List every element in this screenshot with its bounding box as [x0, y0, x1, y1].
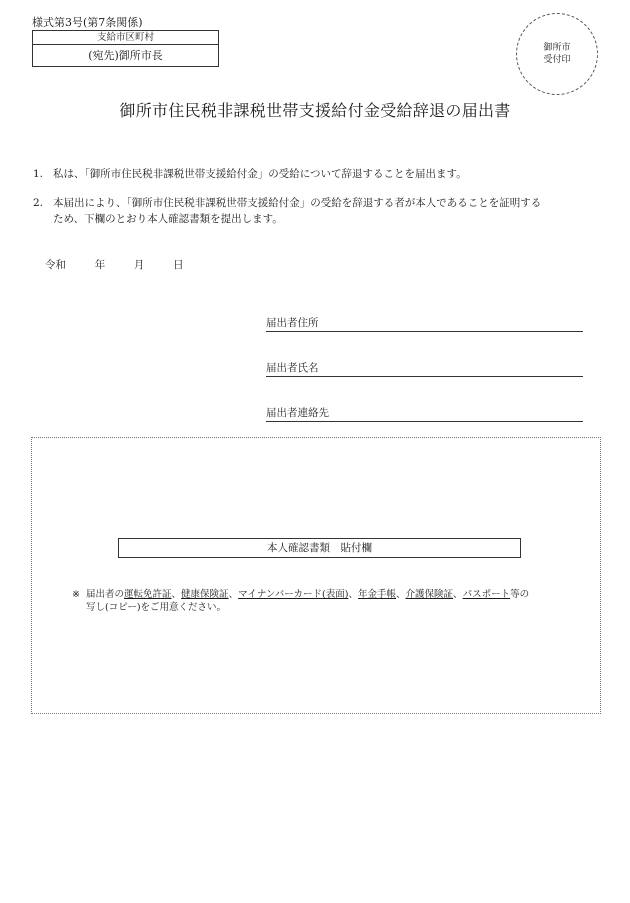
clause-1-text: 私は、「御所市住民税非課税世帯支援給付金」の受給について辞退することを届出ます。: [53, 168, 467, 180]
clause-1-number: 1.: [33, 168, 44, 180]
attachment-note: ※ 届出者の運転免許証、健康保険証、マイナンバーカード(表面)、年金手帳、介護保険証、パスポート等の 写し(コピー)をご用意ください。: [72, 589, 530, 613]
doc-passport: パスポート: [462, 589, 511, 600]
clause-2-text-line1: 本届出により、「御所市住民税非課税世帯支援給付金」の受給を辞退する者が本人であることを証明する: [53, 197, 542, 209]
note-prefix: 届出者の: [86, 589, 125, 600]
form-number: 様式第3号(第7条関係): [32, 16, 143, 29]
note-line2: 写し(コピー)をご用意ください。: [86, 602, 227, 613]
document-title: 御所市住民税非課税世帯支援給付金受給辞退の届出書: [119, 101, 511, 120]
doc-drivers-license: 運転免許証: [124, 589, 172, 600]
stamp-label-city: 御所市: [543, 43, 571, 53]
clause-2-number: 2.: [33, 197, 44, 209]
applicant-name-field[interactable]: [266, 361, 583, 377]
clause-2-text-line2: ため、下欄のとおり本人確認書類を提出します。: [53, 213, 283, 225]
clause-1: [33, 166, 467, 182]
applicant-name-label: 届出者氏名: [266, 362, 319, 374]
applicant-contact-field[interactable]: [266, 406, 583, 422]
applicant-contact-label: 届出者連絡先: [266, 407, 329, 419]
reception-stamp-area: [516, 13, 598, 95]
addressee: (宛先)御所市長: [88, 49, 163, 62]
attachment-area-title: 本人確認書類 貼付欄: [118, 538, 521, 558]
doc-care-insurance-card: 介護保険証: [405, 589, 454, 600]
date-day: 日: [173, 259, 184, 271]
note-suffix: 等の: [510, 589, 530, 600]
addressee-box: [32, 30, 219, 67]
applicant-address-label: 届出者住所: [266, 317, 319, 329]
date-month: 月: [133, 259, 145, 271]
applicant-address-field[interactable]: [266, 316, 583, 332]
date-era: 令和: [45, 259, 66, 271]
date-row: [45, 257, 184, 272]
note-mark: ※: [72, 589, 80, 600]
doc-health-insurance-card: 健康保険証: [181, 589, 229, 600]
addressee-box-header: 支給市区町村: [33, 31, 218, 45]
doc-my-number-card: マイナンバーカード(表面): [238, 589, 349, 600]
clause-2: [33, 195, 541, 227]
id-document-attachment-area: [31, 437, 601, 714]
stamp-label-receipt: 受付印: [543, 55, 571, 65]
doc-pension-book: 年金手帳: [358, 589, 397, 600]
date-year: 年: [94, 259, 106, 271]
